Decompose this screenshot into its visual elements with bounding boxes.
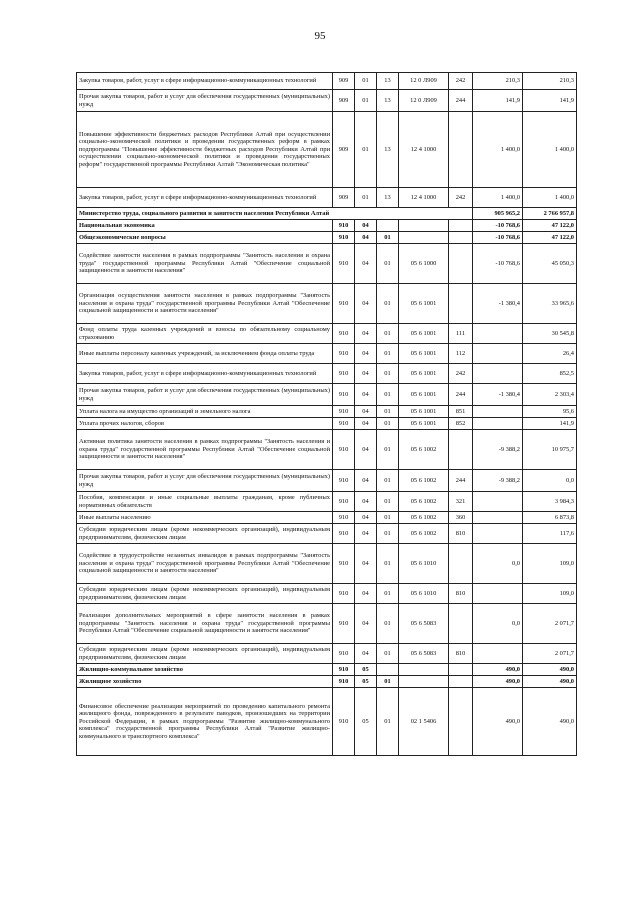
section-code: 04 [355, 324, 377, 344]
budget-table [76, 72, 577, 756]
ministry-code: 909 [333, 112, 355, 188]
target-article [399, 232, 449, 244]
target-article [399, 676, 449, 688]
target-article: 05 6 1002 [399, 470, 449, 492]
table-row [77, 90, 577, 112]
section-code: 04 [355, 604, 377, 644]
subsection-code: 01 [377, 244, 399, 284]
subsection-code: 01 [377, 406, 399, 418]
expense-type [449, 244, 473, 284]
amount-total: 10 975,7 [523, 430, 577, 470]
expense-type [449, 664, 473, 676]
table-row [77, 244, 577, 284]
section-code: 04 [355, 232, 377, 244]
amount-total: 47 122,0 [523, 232, 577, 244]
amount-change: 490,0 [473, 664, 523, 676]
subsection-code: 01 [377, 364, 399, 384]
row-name: Активная политика занятости населения в рамках подпрограммы "Занятость населения и охрана труда" государственной программы Республики Алтай "Обеспечение социальной защищенности и занятости населения" [77, 430, 333, 470]
ministry-code: 910 [333, 524, 355, 544]
amount-total: 95,6 [523, 406, 577, 418]
expense-type [449, 284, 473, 324]
expense-type: 111 [449, 324, 473, 344]
ministry-code: 910 [333, 418, 355, 430]
expense-type: 242 [449, 364, 473, 384]
target-article: 05 6 5083 [399, 644, 449, 664]
ministry-code: 910 [333, 544, 355, 584]
expense-type: 852 [449, 418, 473, 430]
expense-type [449, 112, 473, 188]
table-row [77, 364, 577, 384]
table-row [77, 676, 577, 688]
amount-change: 141,9 [473, 90, 523, 112]
ministry-code: 909 [333, 188, 355, 208]
table-row [77, 73, 577, 90]
section-code: 04 [355, 406, 377, 418]
row-name: Реализация дополнительных мероприятий в сфере занятости населения в рамках подпрограммы "Занятость населения и охрана труда" государственной программы Республики Алтай "Обеспечение социальной защищенности и занятости населения" [77, 604, 333, 644]
expense-type: 810 [449, 524, 473, 544]
ministry-code: 910 [333, 244, 355, 284]
amount-change: 490,0 [473, 676, 523, 688]
ministry-code: 910 [333, 664, 355, 676]
amount-total: 45 050,3 [523, 244, 577, 284]
expense-type: 851 [449, 406, 473, 418]
target-article: 05 6 1001 [399, 384, 449, 406]
amount-total: 210,3 [523, 73, 577, 90]
expense-type [449, 604, 473, 644]
row-name: Прочая закупка товаров, работ и услуг для обеспечения государственных (муниципальных) нужд [77, 470, 333, 492]
row-name: Закупка товаров, работ, услуг в сфере информационно-коммуникационных технологий [77, 73, 333, 90]
target-article: 12 0 Л909 [399, 90, 449, 112]
amount-change: 210,3 [473, 73, 523, 90]
row-name: Уплата налога на имущество организаций и земельного налога [77, 406, 333, 418]
ministry-code: 910 [333, 232, 355, 244]
amount-change: -1 380,4 [473, 384, 523, 406]
subsection-code: 13 [377, 73, 399, 90]
subsection-code: 01 [377, 584, 399, 604]
subsection-code: 01 [377, 344, 399, 364]
amount-total: 141,9 [523, 90, 577, 112]
target-article: 05 6 1001 [399, 418, 449, 430]
expense-type: 244 [449, 384, 473, 406]
target-article: 05 6 1001 [399, 284, 449, 324]
table-row [77, 406, 577, 418]
subsection-code: 13 [377, 112, 399, 188]
subsection-code [377, 220, 399, 232]
section-code: 04 [355, 344, 377, 364]
subsection-code: 01 [377, 644, 399, 664]
table-row [77, 688, 577, 756]
table-row [77, 544, 577, 584]
amount-total: 47 122,0 [523, 220, 577, 232]
target-article: 05 6 1002 [399, 430, 449, 470]
amount-change [473, 512, 523, 524]
target-article: 05 6 1001 [399, 344, 449, 364]
expense-type: 242 [449, 188, 473, 208]
row-name: Субсидии юридическим лицам (кроме некоммерческих организаций), индивидуальным предпринимателям, физическим лицам [77, 584, 333, 604]
amount-change [473, 584, 523, 604]
row-name: Повышение эффективности бюджетных расходов Республики Алтай при осуществлении социально-экономической политики и проведении государственных реформ в рамках подпрограммы "Повышение эффективности бюджетных расходов Республики Алтай при осуществлении социально-экономической политики и проведении государственных реформ" государственной программы Республики Алтай "Экономическая политика" [77, 112, 333, 188]
row-name: Фонд оплаты труда казенных учреждений и взносы по обязательному социальному страхованию [77, 324, 333, 344]
target-article: 05 6 1001 [399, 324, 449, 344]
subsection-code: 01 [377, 688, 399, 756]
table-row [77, 220, 577, 232]
amount-change [473, 644, 523, 664]
amount-change [473, 418, 523, 430]
table-row [77, 524, 577, 544]
page-number: 95 [314, 30, 326, 42]
row-name: Пособия, компенсации и иные социальные выплаты гражданам, кроме публичных нормативных обязательств [77, 492, 333, 512]
amount-total: 26,4 [523, 344, 577, 364]
row-name: Жилищное хозяйство [77, 676, 333, 688]
amount-total: 490,0 [523, 676, 577, 688]
subsection-code: 01 [377, 470, 399, 492]
amount-total: 2 766 957,8 [523, 208, 577, 220]
amount-total: 141,9 [523, 418, 577, 430]
amount-change: -10 768,6 [473, 232, 523, 244]
ministry-code: 910 [333, 492, 355, 512]
ministry-code: 910 [333, 644, 355, 664]
amount-change: 0,0 [473, 604, 523, 644]
target-article: 05 6 1001 [399, 406, 449, 418]
section-code: 04 [355, 384, 377, 406]
ministry-code: 910 [333, 512, 355, 524]
subsection-code: 01 [377, 430, 399, 470]
ministry-code: 910 [333, 324, 355, 344]
target-article: 12 4 1000 [399, 188, 449, 208]
amount-change: 905 965,2 [473, 208, 523, 220]
table-row [77, 232, 577, 244]
expense-type [449, 688, 473, 756]
expense-type [449, 232, 473, 244]
expense-type [449, 676, 473, 688]
subsection-code: 01 [377, 284, 399, 324]
row-name: Содействие занятости населения в рамках подпрограммы "Занятость населения и охрана труда" государственной программы Республики Алтай "Обеспечение социальной защищенности и занятости населения" [77, 244, 333, 284]
expense-type: 810 [449, 644, 473, 664]
amount-total: 2 071,7 [523, 604, 577, 644]
target-article: 05 6 1002 [399, 492, 449, 512]
expense-type [449, 220, 473, 232]
subsection-code: 01 [377, 384, 399, 406]
amount-change: -9 388,2 [473, 430, 523, 470]
target-article: 05 6 1002 [399, 524, 449, 544]
table-row [77, 492, 577, 512]
table-row [77, 284, 577, 324]
amount-change: 0,0 [473, 544, 523, 584]
ministry-code: 910 [333, 430, 355, 470]
expense-type [449, 544, 473, 584]
expense-type: 112 [449, 344, 473, 364]
target-article [399, 220, 449, 232]
row-name: Жилищно-коммунальное хозяйство [77, 664, 333, 676]
amount-total: 852,5 [523, 364, 577, 384]
ministry-code: 910 [333, 220, 355, 232]
subsection-code: 13 [377, 188, 399, 208]
section-code: 04 [355, 524, 377, 544]
table-row [77, 344, 577, 364]
amount-change [473, 344, 523, 364]
section-code: 04 [355, 284, 377, 324]
table-row [77, 470, 577, 492]
row-name: Общеэкономические вопросы [77, 232, 333, 244]
table-row [77, 384, 577, 406]
amount-total: 33 965,6 [523, 284, 577, 324]
row-name: Организация осуществления занятости населения в рамках подпрограммы "Занятость населения и охрана труда" государственной программы Республики Алтай "Обеспечение социальной защищенности и занятости населения" [77, 284, 333, 324]
row-name: Национальная экономика [77, 220, 333, 232]
ministry-code: 910 [333, 688, 355, 756]
section-code: 01 [355, 90, 377, 112]
expense-type: 244 [449, 90, 473, 112]
section-code: 04 [355, 512, 377, 524]
table-row [77, 644, 577, 664]
target-article [399, 664, 449, 676]
section-code: 01 [355, 188, 377, 208]
ministry-code: 910 [333, 584, 355, 604]
row-name: Иные выплаты населению [77, 512, 333, 524]
amount-change [473, 524, 523, 544]
section-code: 01 [355, 112, 377, 188]
subsection-code: 01 [377, 492, 399, 512]
amount-total: 3 984,3 [523, 492, 577, 512]
target-article: 05 6 1010 [399, 584, 449, 604]
table-row [77, 324, 577, 344]
section-code: 04 [355, 584, 377, 604]
row-name: Субсидии юридическим лицам (кроме некоммерческих организаций), индивидуальным предпринимателям, физическим лицам [77, 524, 333, 544]
table-row [77, 188, 577, 208]
ministry-code: 910 [333, 676, 355, 688]
section-code: 04 [355, 470, 377, 492]
expense-type: 244 [449, 470, 473, 492]
ministry-code: 910 [333, 470, 355, 492]
table-row [77, 112, 577, 188]
amount-change: -9 388,2 [473, 470, 523, 492]
table-row [77, 604, 577, 644]
section-code: 04 [355, 430, 377, 470]
section-code: 04 [355, 492, 377, 512]
table-row [77, 664, 577, 676]
section-code: 04 [355, 220, 377, 232]
expense-type: 810 [449, 584, 473, 604]
amount-change: 490,0 [473, 688, 523, 756]
ministry-code: 910 [333, 604, 355, 644]
subsection-code: 01 [377, 232, 399, 244]
row-name: Прочая закупка товаров, работ и услуг для обеспечения государственных (муниципальных) нужд [77, 384, 333, 406]
expense-type [449, 430, 473, 470]
section-code: 04 [355, 544, 377, 584]
amount-total: 1 400,0 [523, 112, 577, 188]
table-row [77, 418, 577, 430]
section-code: 05 [355, 664, 377, 676]
section-code: 04 [355, 418, 377, 430]
table-row [77, 208, 577, 220]
subsection-code: 01 [377, 512, 399, 524]
amount-change: -10 768,6 [473, 244, 523, 284]
ministry-code: 909 [333, 73, 355, 90]
amount-total: 2 071,7 [523, 644, 577, 664]
target-article: 05 6 1010 [399, 544, 449, 584]
amount-change: 1 400,0 [473, 112, 523, 188]
amount-change [473, 406, 523, 418]
section-code: 04 [355, 644, 377, 664]
expense-type: 242 [449, 73, 473, 90]
ministry-code: 909 [333, 90, 355, 112]
target-article: 05 6 1001 [399, 364, 449, 384]
expense-type: 321 [449, 492, 473, 512]
amount-change: -10 768,6 [473, 220, 523, 232]
expense-type: 360 [449, 512, 473, 524]
amount-change [473, 492, 523, 512]
subsection-code: 01 [377, 324, 399, 344]
target-article: 02 1 5406 [399, 688, 449, 756]
ministry-code: 910 [333, 406, 355, 418]
amount-change [473, 364, 523, 384]
table-row [77, 430, 577, 470]
target-article: 12 0 Л909 [399, 73, 449, 90]
row-name: Закупка товаров, работ, услуг в сфере информационно-коммуникационных технологий [77, 364, 333, 384]
table-row [77, 584, 577, 604]
target-article: 05 6 1000 [399, 244, 449, 284]
section-code: 05 [355, 676, 377, 688]
section-code: 05 [355, 688, 377, 756]
row-name: Уплата прочих налогов, сборов [77, 418, 333, 430]
row-name: Министерство труда, социального развития и занятости населения Республики Алтай [77, 208, 473, 220]
amount-total: 117,6 [523, 524, 577, 544]
subsection-code: 13 [377, 90, 399, 112]
amount-total: 30 545,8 [523, 324, 577, 344]
amount-change [473, 324, 523, 344]
section-code: 01 [355, 73, 377, 90]
amount-change: -1 380,4 [473, 284, 523, 324]
amount-change: 1 400,0 [473, 188, 523, 208]
row-name: Прочая закупка товаров, работ и услуг для обеспечения государственных (муниципальных) нужд [77, 90, 333, 112]
row-name: Содействие в трудоустройстве незанятых инвалидов в рамках подпрограммы "Занятость населения и охрана труда" государственной программы Республики Алтай "Обеспечение социальной защищенности и занятости населения" [77, 544, 333, 584]
subsection-code: 01 [377, 524, 399, 544]
row-name: Финансовое обеспечение реализации мероприятий по проведению капитального ремонта жилищного фонда, поврежденного в результате паводков, произошедших на территории Российской Федерации, в рамках подпрограммы "Развитие жилищно-коммунального комплекса" государственной программы Республики Алтай "Развитие жилищно-коммунального и транспортного комплекса" [77, 688, 333, 756]
amount-total: 109,0 [523, 584, 577, 604]
target-article: 12 4 1000 [399, 112, 449, 188]
section-code: 04 [355, 364, 377, 384]
amount-total: 0,0 [523, 470, 577, 492]
ministry-code: 910 [333, 364, 355, 384]
target-article: 05 6 5083 [399, 604, 449, 644]
subsection-code: 01 [377, 676, 399, 688]
amount-total: 490,0 [523, 688, 577, 756]
row-name: Субсидии юридическим лицам (кроме некоммерческих организаций), индивидуальным предпринимателям, физическим лицам [77, 644, 333, 664]
ministry-code: 910 [333, 384, 355, 406]
subsection-code: 01 [377, 604, 399, 644]
target-article: 05 6 1002 [399, 512, 449, 524]
amount-total: 1 400,0 [523, 188, 577, 208]
row-name: Закупка товаров, работ, услуг в сфере информационно-коммуникационных технологий [77, 188, 333, 208]
amount-total: 2 303,4 [523, 384, 577, 406]
amount-total: 109,0 [523, 544, 577, 584]
ministry-code: 910 [333, 344, 355, 364]
subsection-code: 01 [377, 418, 399, 430]
subsection-code [377, 664, 399, 676]
section-code: 04 [355, 244, 377, 284]
ministry-code: 910 [333, 284, 355, 324]
table-row [77, 512, 577, 524]
row-name: Иные выплаты персоналу казенных учреждений, за исключением фонда оплаты труда [77, 344, 333, 364]
amount-total: 490,0 [523, 664, 577, 676]
amount-total: 6 873,8 [523, 512, 577, 524]
subsection-code: 01 [377, 544, 399, 584]
